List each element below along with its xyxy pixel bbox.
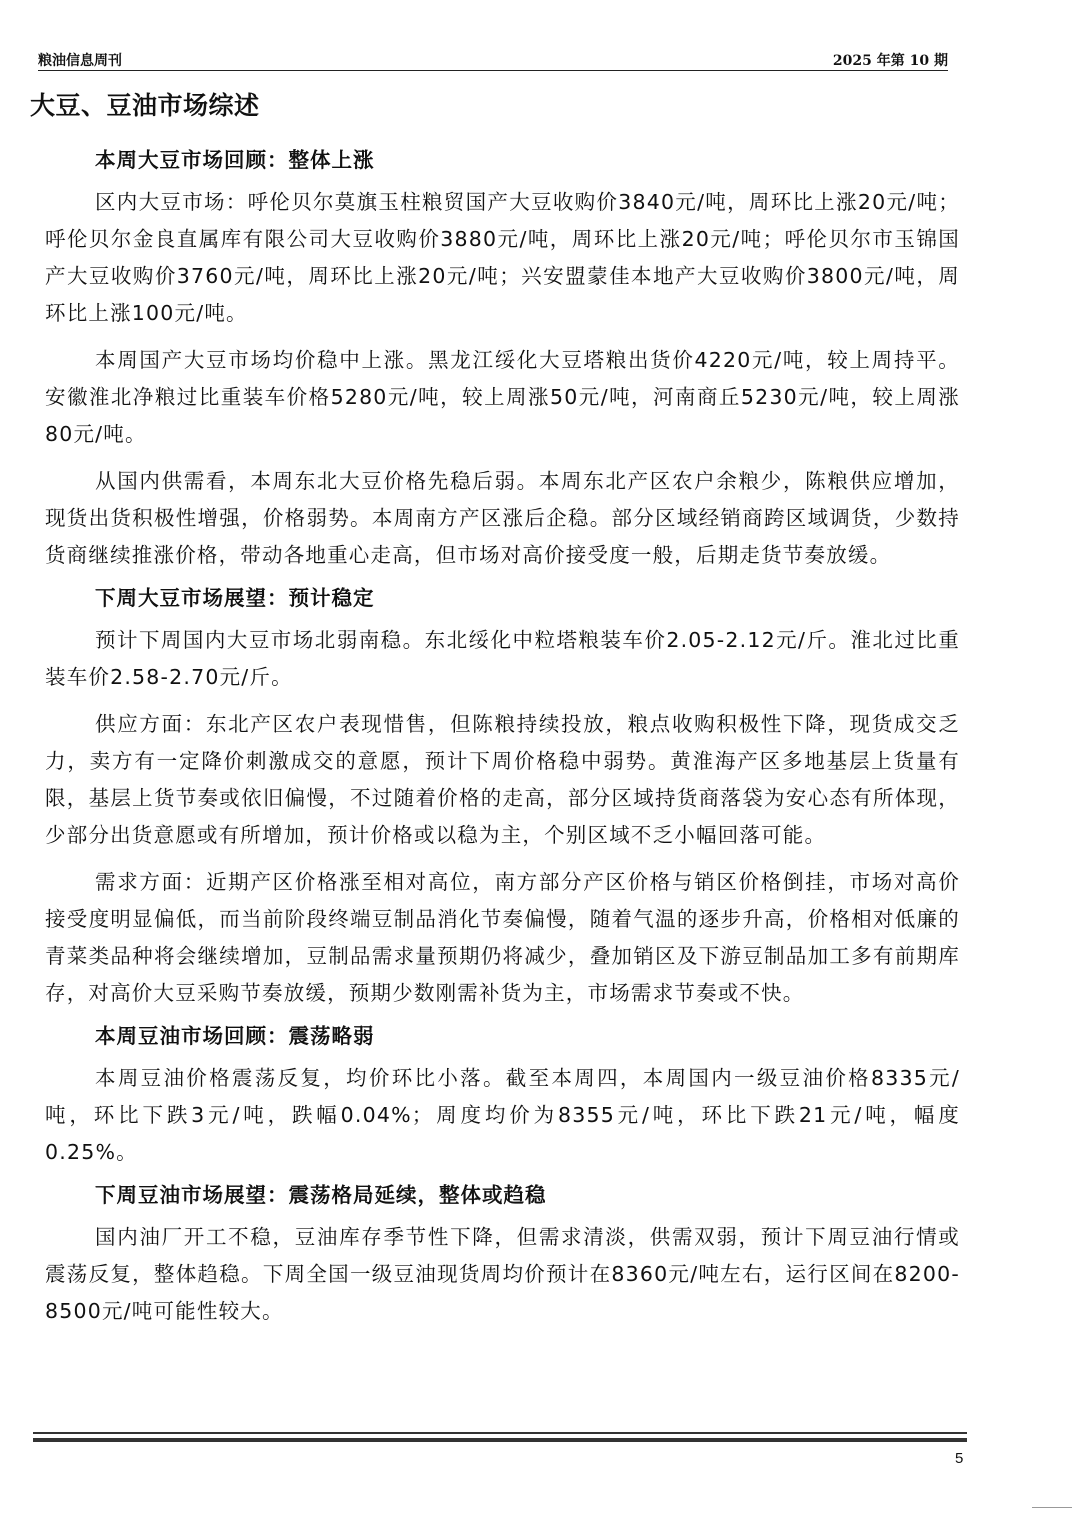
corner-divider xyxy=(1032,1507,1072,1508)
footer-divider-thin xyxy=(33,1432,967,1434)
paragraph: 供应方面：东北产区农户表现惜售，但陈粮持续投放，粮点收购积极性下降，现货成交乏力，卖方有一定降价刺激成交的意愿，预计下周价格稳中弱势。黄淮海产区多地基层上货量有限，基层上货节奏或依旧偏慢，不过随着价格的走高，部分区域持货商落袋为安心态有所体现，少部分出货意愿或有所增加，预计价格或以稳为主，个别区域不乏小幅回落可能。 xyxy=(45,712,960,847)
paragraph: 本周豆油价格震荡反复，均价环比小落。截至本周四，本周国内一级豆油价格8335元/吨，环比下跌3元/吨，跌幅0.04%；周度均价为8355元/吨，环比下跌21元/吨，幅度0.25%。 xyxy=(45,1066,960,1164)
page-title: 大豆、豆油市场综述 xyxy=(30,91,260,120)
section-heading-soyoil-outlook: 下周豆油市场展望：震荡格局延续，整体或趋稳 xyxy=(95,1183,547,1207)
paragraph: 本周国产大豆市场均价稳中上涨。黑龙江绥化大豆塔粮出货价4220元/吨，较上周持平。安徽淮北净粮过比重装车价格5280元/吨，较上周涨50元/吨，河南商丘5230元/吨，较上周涨80元/吨。 xyxy=(45,348,960,446)
paragraph: 国内油厂开工不稳，豆油库存季节性下降，但需求清淡，供需双弱，预计下周豆油行情或震荡反复，整体趋稳。下周全国一级豆油现货周均价预计在8360元/吨左右，运行区间在8200-8500元/吨可能性较大。 xyxy=(45,1225,960,1323)
footer-divider-thick xyxy=(33,1438,967,1442)
section-heading-soybean-outlook: 下周大豆市场展望：预计稳定 xyxy=(95,586,375,610)
article-body xyxy=(45,142,960,1330)
paragraph: 需求方面：近期产区价格涨至相对高位，南方部分产区价格与销区价格倒挂，市场对高价接受度明显偏低，而当前阶段终端豆制品消化节奏偏慢，随着气温的逐步升高，价格相对低廉的青菜类品种将会继续增加，豆制品需求量预期仍将减少，叠加销区及下游豆制品加工多有前期库存，对高价大豆采购节奏放缓，预期少数刚需补货为主，市场需求节奏或不快。 xyxy=(45,870,960,1005)
paragraph: 预计下周国内大豆市场北弱南稳。东北绥化中粒塔粮装车价2.05-2.12元/斤。淮北过比重装车价2.58-2.70元/斤。 xyxy=(45,628,960,689)
page-number: 5 xyxy=(955,1450,964,1467)
paragraph: 从国内供需看，本周东北大豆价格先稳后弱。本周东北产区农户余粮少，陈粮供应增加，现货出货积极性增强，价格弱势。本周南方产区涨后企稳。部分区域经销商跨区域调货，少数持货商继续推涨价格，带动各地重心走高，但市场对高价接受度一般，后期走货节奏放缓。 xyxy=(45,469,960,567)
issue-number: 2025 年第 10 期 xyxy=(832,53,948,69)
section-heading-soybean-review: 本周大豆市场回顾：整体上涨 xyxy=(95,148,375,172)
header-divider xyxy=(38,70,948,71)
section-heading-soyoil-review: 本周豆油市场回顾：震荡略弱 xyxy=(95,1024,375,1048)
publication-name: 粮油信息周刊 xyxy=(38,53,122,69)
paragraph: 区内大豆市场：呼伦贝尔莫旗玉柱粮贸国产大豆收购价3840元/吨，周环比上涨20元/吨；呼伦贝尔金良直属库有限公司大豆收购价3880元/吨，周环比上涨20元/吨；呼伦贝尔市玉锦国产大豆收购价3760元/吨，周环比上涨20元/吨；兴安盟蒙佳本地产大豆收购价3800元/吨，周环比上涨100元/吨。 xyxy=(45,190,960,325)
